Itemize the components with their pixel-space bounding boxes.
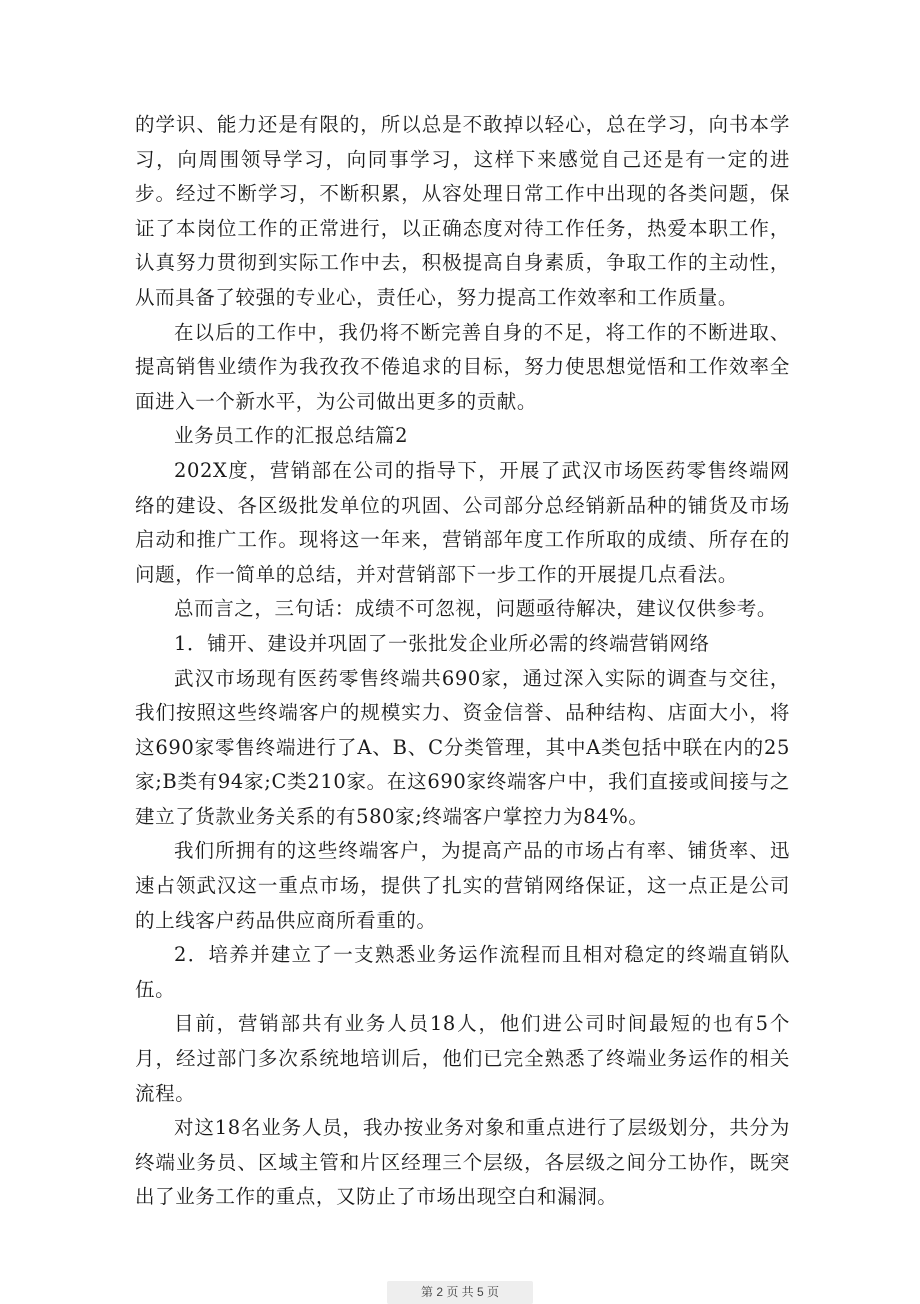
paragraph-network-value: 我们所拥有的这些终端客户，为提高产品的市场占有率、铺货率、迅速占领武汉这一重点市场，提供了扎实的营销网络保证，这一点正是公司的上线客户药品供应商所看重的。: [135, 839, 790, 932]
list-item-heading-1: 1．铺开、建设并巩固了一张批发企业所必需的终端营销网络: [174, 631, 710, 655]
document-body: [135, 108, 790, 1215]
paragraph-continuation: 的学识、能力还是有限的，所以总是不敢掉以轻心，总在学习，向书本学习，向周围领导学习，向同事学习，这样下来感觉自己还是有一定的进步。经过不断学习，不断积累，从容处理日常工作中出现的各类问题，保证了本岗位工作的正常进行，以正确态度对待工作任务，热爱本职工作，认真努力贯彻到实际工作中去，积极提高自身素质，争取工作的主动性，从而具备了较强的专业心，责任心，努力提高工作效率和工作质量。: [135, 113, 790, 309]
list-item-heading-2: 2．培养并建立了一支熟悉业务运作流程而且相对稳定的终端直销队伍。: [135, 943, 790, 1001]
paragraph-terminal-network: 武汉市场现有医药零售终端共690家，通过深入实际的调查与交往，我们按照这些终端客户的规模实力、资金信誉、品种结构、店面大小，将这690家零售终端进行了A、B、C分类管理，其中A类包括中联在内的25家;B类有94家;C类210家。在这690家终端客户中，我们直接或间接与之建立了货款业务关系的有580家;终端客户掌控力为84%。: [135, 666, 790, 828]
page-footer: [0, 1281, 920, 1301]
page-number-label: 第 2 页 共 5 页: [387, 1281, 533, 1304]
paragraph-staff: 目前，营销部共有业务人员18人，他们进公司时间最短的也有5个月，经过部门多次系统地培训后，他们已完全熟悉了终端业务运作的相关流程。: [135, 1012, 790, 1105]
paragraph-future-work: 在以后的工作中，我仍将不断完善自身的不足，将工作的不断进取、提高销售业绩作为我孜孜不倦追求的目标，努力使思想觉悟和工作效率全面进入一个新水平，为公司做出更多的贡献。: [135, 320, 790, 413]
paragraph-intro: 202X度，营销部在公司的指导下，开展了武汉市场医药零售终端网络的建设、各区级批发单位的巩固、公司部分总经销新品种的铺货及市场启动和推广工作。现将这一年来，营销部年度工作所取的成绩、所存在的问题，作一简单的总结，并对营销部下一步工作的开展提几点看法。: [135, 458, 790, 586]
paragraph-staff-levels: 对这18名业务人员，我办按业务对象和重点进行了层级划分，共分为终端业务员、区域主管和片区经理三个层级，各层级之间分工协作，既突出了业务工作的重点，又防止了市场出现空白和漏洞。: [135, 1116, 790, 1209]
paragraph-summary: 总而言之，三句话：成绩不可忽视，问题亟待解决，建议仅供参考。: [174, 597, 778, 621]
section-heading: 业务员工作的汇报总结篇2: [174, 424, 409, 448]
